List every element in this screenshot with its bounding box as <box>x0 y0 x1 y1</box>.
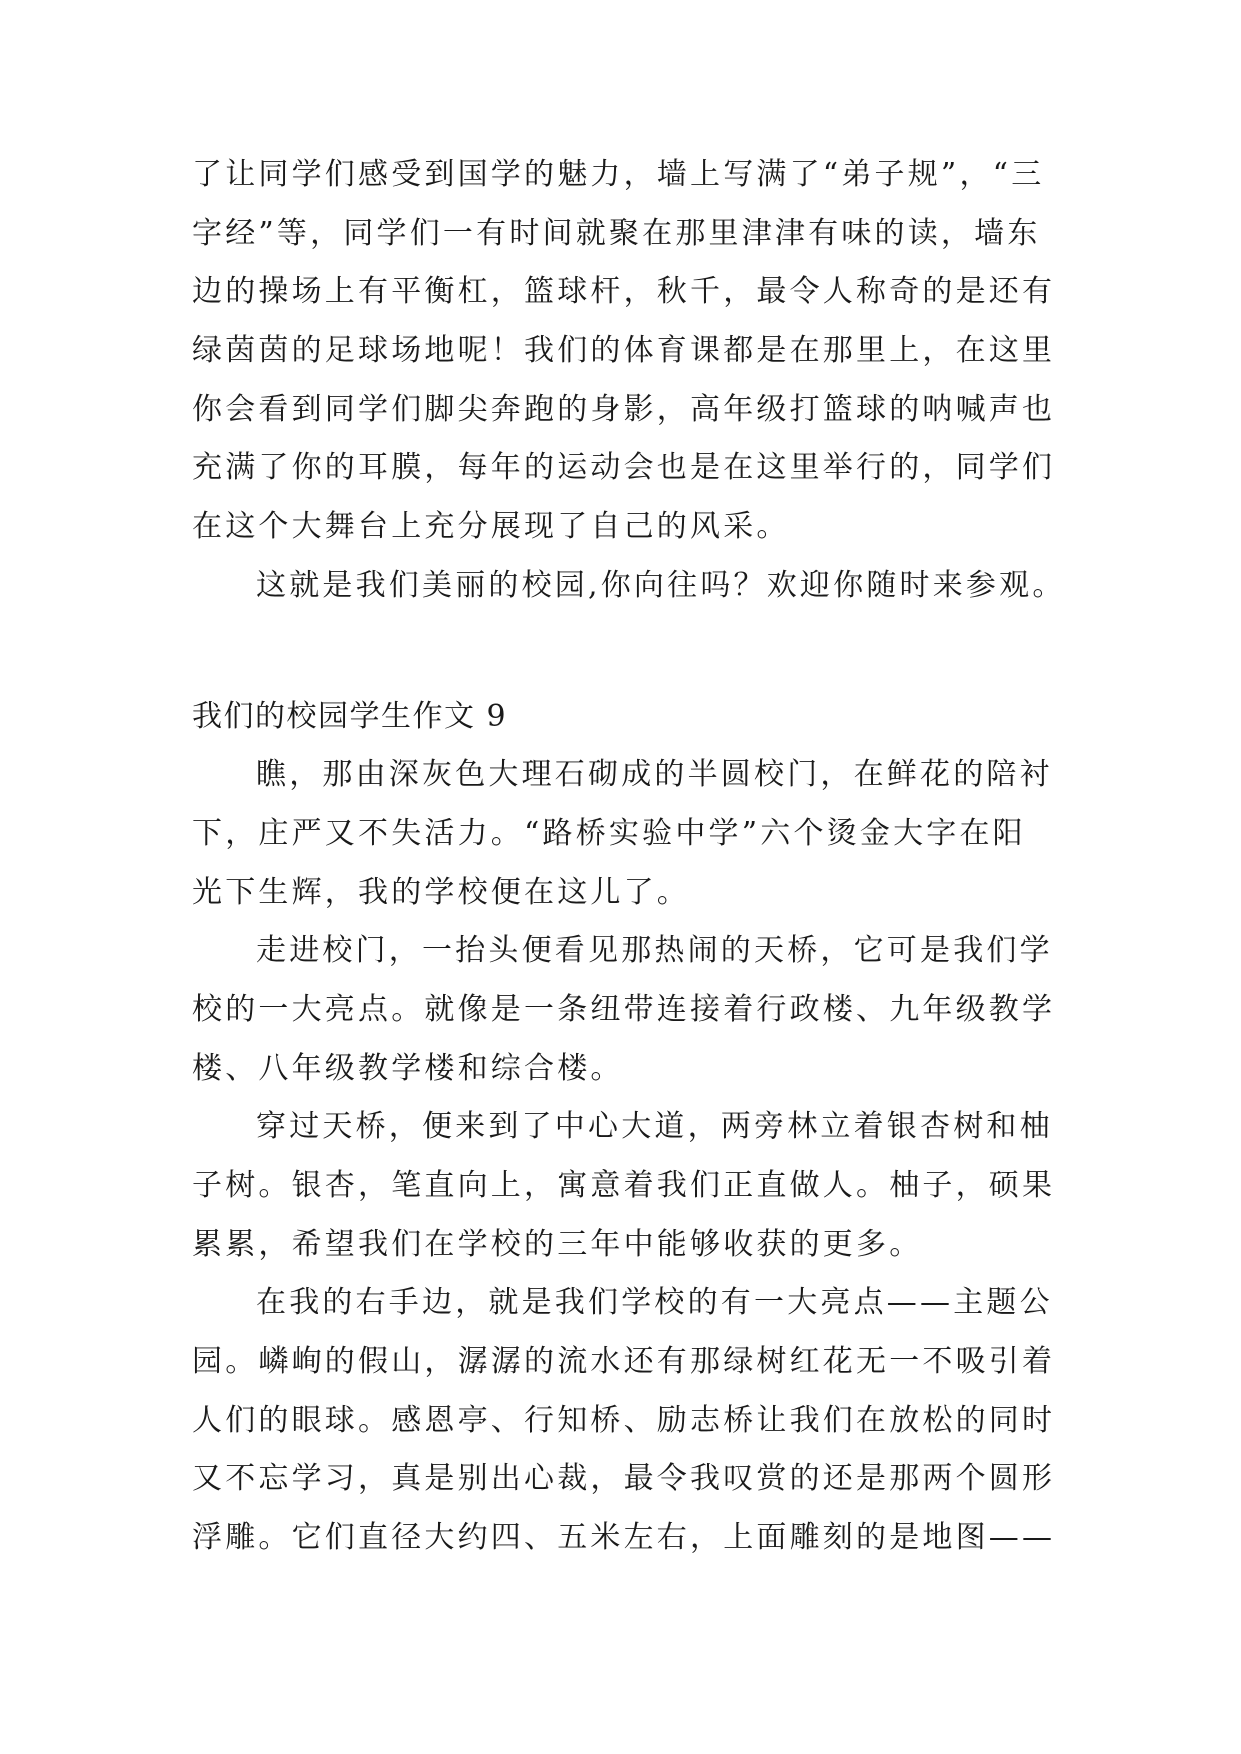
essay-9-title: 我们的校园学生作文 9 <box>192 698 508 734</box>
text-line: 穿过天桥，便来到了中心大道，两旁林立着银杏树和柚 <box>256 1109 1053 1145</box>
text-line: 你会看到同学们脚尖奔跑的身影，高年级打篮球的呐喊声也 <box>192 391 1056 427</box>
text-line: 下，庄严又不失活力。“路桥实验中学”六个烫金大字在阳 <box>192 815 1026 851</box>
text-line: 绿茵茵的足球场地呢！我们的体育课都是在那里上，在这里 <box>192 333 1056 369</box>
text-line: 人们的眼球。感恩亭、行知桥、励志桥让我们在放松的同时 <box>192 1402 1056 1438</box>
essay-8-closing-line: 这就是我们美丽的校园,你向往吗？欢迎你随时来参观。 <box>256 567 1066 603</box>
text-line: 园。嶙峋的假山，潺潺的流水还有那绿树红花无一不吸引着 <box>192 1344 1056 1380</box>
text-line: 又不忘学习，真是别出心裁，最令我叹赏的还是那两个圆形 <box>192 1461 1056 1497</box>
text-line: 在我的右手边，就是我们学校的有一大亮点——主题公 <box>256 1285 1053 1321</box>
text-line: 充满了你的耳膜，每年的运动会也是在这里举行的，同学们 <box>192 450 1056 486</box>
essay-9-paragraph-4 <box>192 1274 1056 1567</box>
text-line: 楼、八年级教学楼和综合楼。 <box>192 1050 624 1086</box>
document-page <box>192 146 1066 1568</box>
text-line: 浮雕。它们直径大约四、五米左右，上面雕刻的是地图—— <box>192 1520 1056 1556</box>
text-line: 走进校门，一抬头便看见那热闹的天桥，它可是我们学 <box>256 933 1053 969</box>
essay-9-paragraph-2 <box>192 922 1056 1098</box>
text-line: 在这个大舞台上充分展现了自己的风采。 <box>192 509 790 545</box>
text-line: 了让同学们感受到国学的魅力，墙上写满了“弟子规”，“三 <box>192 157 1045 192</box>
essay-9-paragraph-3 <box>192 1098 1056 1274</box>
essay-9-paragraph-1 <box>192 746 1052 922</box>
text-line: 边的操场上有平衡杠，篮球杆，秋千，最令人称奇的是还有 <box>192 274 1056 310</box>
text-line: 光下生辉，我的学校便在这儿了。 <box>192 874 690 910</box>
text-line: 子树。银杏，笔直向上，寓意着我们正直做人。柚子，硕果 <box>192 1168 1056 1203</box>
section-gap <box>192 616 1052 688</box>
essay-8-tail-paragraph <box>192 146 1056 557</box>
text-line: 字经”等，同学们一有时间就聚在那里津津有味的读，墙东 <box>192 215 1041 251</box>
text-line: 累累，希望我们在学校的三年中能够收获的更多。 <box>192 1226 923 1262</box>
text-line: 校的一大亮点。就像是一条纽带连接着行政楼、九年级教学 <box>192 991 1056 1027</box>
text-line: 瞧，那由深灰色大理石砌成的半圆校门，在鲜花的陪衬 <box>256 757 1053 793</box>
